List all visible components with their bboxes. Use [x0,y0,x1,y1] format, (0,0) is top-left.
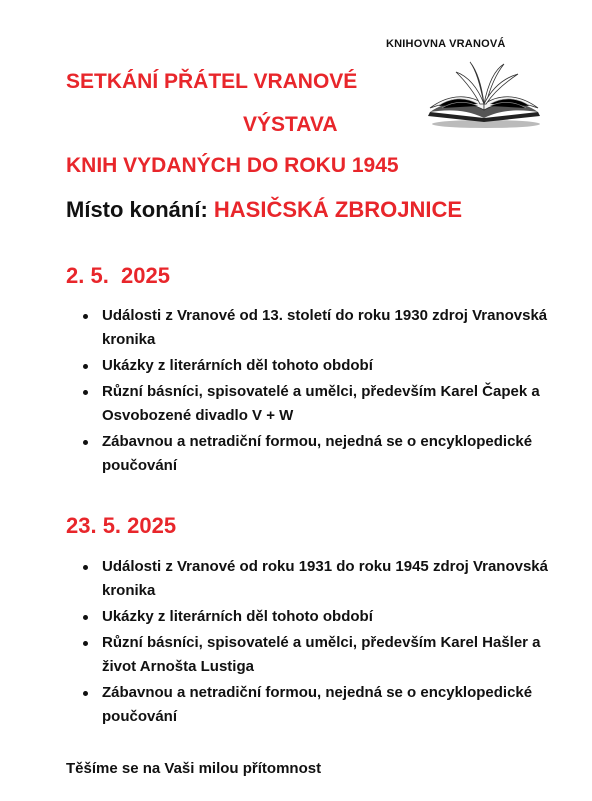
list-item: Události z Vranové od roku 1931 do roku 1945 zdroj Vranovská kronika [78,555,548,603]
session-2-date: 23. 5. 2025 [66,513,177,538]
open-book-icon [424,58,544,130]
list-item: Zábavnou a netradiční formou, nejedná se o encyklopedické poučování [78,681,548,729]
library-name: KNIHOVNA VRANOVÁ [386,38,506,50]
list-item: Ukázky z literárních děl tohoto období [78,354,548,378]
venue-label: Místo konání: [66,197,208,222]
title-line-3: KNIH VYDANÝCH DO ROKU 1945 [66,154,399,177]
list-item: Ukázky z literárních děl tohoto období [78,605,548,629]
bullet-icon [83,364,88,369]
venue [66,197,462,223]
title-line-1: SETKÁNÍ PŘÁTEL VRANOVÉ [66,70,358,93]
bullet-icon [83,565,88,570]
venue-value: HASIČSKÁ ZBROJNICE [213,197,463,222]
list-item: Události z Vranové od 13. století do roku 1930 zdroj Vranovská kronika [78,304,548,352]
title-line-2: VÝSTAVA [243,113,338,136]
list-item: Zábavnou a netradiční formou, nejedná se o encyklopedické poučování [78,430,548,478]
session-2-list [78,555,548,731]
bullet-icon [83,641,88,646]
bullet-icon [83,314,88,319]
session-1-date: 2. 5. 2025 [66,263,170,288]
list-item: Různí básníci, spisovatelé a umělci, především Karel Hašler a život Arnošta Lustiga [78,631,548,679]
bullet-icon [83,440,88,445]
bullet-icon [83,691,88,696]
bullet-icon [83,615,88,620]
bullet-icon [83,390,88,395]
list-item: Různí básníci, spisovatelé a umělci, především Karel Čapek a Osvobozené divadlo V + W [78,380,548,428]
session-1-list [78,304,548,480]
closing-text: Těšíme se na Vaši milou přítomnost [66,760,322,777]
